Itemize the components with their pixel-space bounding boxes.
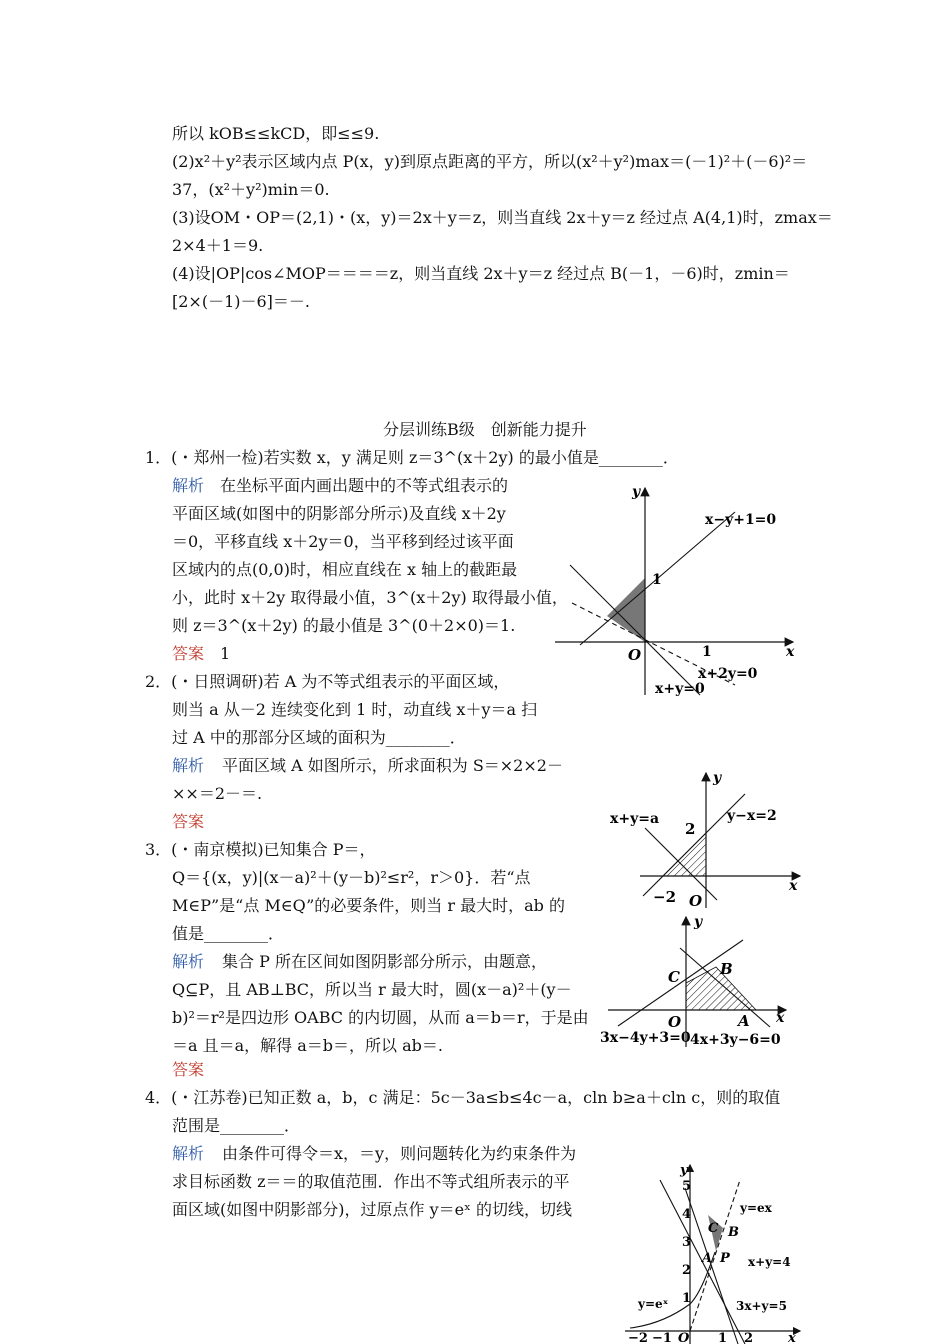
fig3-label-line2: 4x+3y−6=0	[690, 1032, 781, 1048]
p2-answer-label: 答案	[172, 812, 205, 831]
fig4-tick-x-2: 2	[744, 1331, 754, 1344]
fig4-tick-1: 1	[682, 1291, 692, 1306]
fig4-tick-3: 3	[682, 1235, 692, 1250]
p3-analysis-1: 集合 P 所在区间如图阴影部分所示，由题意，	[222, 952, 547, 971]
figure-1	[550, 480, 800, 700]
fig4-tick-5: 5	[682, 1179, 692, 1194]
fig2-label-neg2: −2	[653, 888, 677, 906]
p4-jiexi-label: 解析	[172, 1144, 205, 1163]
p2-question-2: 则当 a 从－2 连续变化到 1 时，动直线 x＋y＝a 扫	[172, 700, 538, 719]
fig3-label-B: B	[720, 960, 733, 978]
fig3-label-y: y	[694, 914, 703, 930]
p2-question-1: 2．(・日照调研)若 A 为不等式组表示的平面区域，	[145, 672, 510, 691]
fig4-label-line3: 3x+y=5	[736, 1299, 787, 1313]
fig4-label-y: y	[680, 1163, 688, 1178]
top-line-2: (2)x²＋y²表示区域内点 P(x，y)到原点距离的平方，所以(x²＋y²)max＝(－1)²＋(－6)²＝	[172, 152, 808, 171]
fig2-label-line2: y−x=2	[727, 808, 777, 824]
fig3-label-x: x	[776, 1010, 785, 1026]
p4-analysis-2: 求目标函数 z＝＝的取值范围．作出不等式组所表示的平	[172, 1172, 570, 1191]
top-line-5: 2×4＋1＝9.	[172, 236, 264, 255]
figure-4	[620, 1160, 805, 1344]
p3-jiexi-label: 解析	[172, 952, 205, 971]
fig4-tangent-line	[690, 1180, 740, 1331]
fig3-label-A: A	[738, 1012, 750, 1030]
p1-question: 1．(・郑州一检)若实数 x，y 满足则 z＝3^(x＋2y) 的最小值是________．	[145, 448, 679, 467]
fig2-label-two: 2	[685, 820, 696, 838]
top-line-7: [2×(－1)－6]＝－.	[172, 292, 311, 311]
fig4-label-P: P	[720, 1251, 730, 1266]
fig4-label-line2: x+y=4	[748, 1255, 791, 1269]
p2-analysis-2: ××＝2－＝.	[172, 784, 263, 803]
p3-question-3: M∈P”是“点 M∈Q”的必要条件，则当 r 最大时，ab 的	[172, 896, 565, 915]
p1-analysis-4: 区域内的点(0,0)时，相应直线在 x 轴上的截距最	[172, 560, 518, 579]
p1-analysis-6: 则 z＝3^(x＋2y) 的最小值是 3^(0＋2×0)＝1.	[172, 616, 516, 635]
fig4-label-B: B	[728, 1225, 739, 1240]
p3-question-4: 值是________．	[172, 924, 285, 943]
p3-answer-label: 答案	[172, 1060, 205, 1079]
fig1-label-line1: x−y+1=0	[705, 512, 777, 528]
p3-question-1: 3．(・南京模拟)已知集合 P＝，	[145, 840, 376, 859]
fig3-label-C: C	[668, 968, 680, 986]
fig4-label-origin: O	[678, 1331, 690, 1344]
fig4-label-line1: y=ex	[740, 1201, 772, 1215]
p1-analysis-3: ＝0，平移直线 x＋2y＝0，当平移到经过该平面	[172, 532, 514, 551]
fig4-label-x: x	[788, 1331, 796, 1344]
fig1-label-x: x	[786, 644, 795, 660]
fig4-tick-x-neg2: −2	[628, 1331, 648, 1344]
top-line-3: 37，(x²＋y²)min＝0.	[172, 180, 330, 199]
top-line-1: 所以 kOB≤≤kCD，即≤≤9.	[172, 124, 380, 143]
fig3-label-origin: O	[668, 1013, 682, 1031]
fig4-tick-x-1: 1	[718, 1331, 728, 1344]
p4-question-2: 范围是________．	[172, 1116, 301, 1135]
p1-analysis-2: 平面区域(如图中的阴影部分所示)及直线 x＋2y	[172, 504, 506, 523]
p1-jiexi-label: 解析	[172, 476, 205, 495]
p1-answer-value: 1	[220, 644, 231, 663]
p2-question-3: 过 A 中的那部分区域的面积为________．	[172, 728, 466, 747]
fig1-label-line2: x+2y=0	[698, 666, 758, 682]
p3-analysis-4: ＝a 且＝a，解得 a＝b＝，所以 ab＝.	[172, 1036, 443, 1055]
fig4-tick-2: 2	[682, 1263, 692, 1278]
top-line-4: (3)设OM・OP＝(2,1)・(x，y)＝2x＋y＝z，则当直线 2x＋y＝z 经过点 A(4,1)时，zmax＝	[172, 208, 833, 227]
p1-analysis-1: 在坐标平面内画出题中的不等式组表示的	[220, 476, 509, 495]
top-line-6: (4)设|OP|cos∠MOP＝＝＝＝z，则当直线 2x＋y＝z 经过点 B(－1，－6)时，zmin＝	[172, 264, 790, 283]
fig2-label-origin: O	[689, 892, 703, 910]
fig3-label-line1: 3x−4y+3=0	[600, 1030, 691, 1046]
p3-question-2: Q＝{(x，y)|(x－a)²＋(y－b)²≤r²，r＞0}．若“点	[172, 868, 531, 887]
section-title: 分层训练B级 创新能力提升	[383, 420, 587, 439]
p1-answer-label: 答案	[172, 644, 205, 663]
p4-analysis-1: 由条件可得令＝x，＝y，则问题转化为约束条件为	[222, 1144, 577, 1163]
fig1-shaded-region	[607, 578, 645, 642]
fig1-line-x-plus-y	[570, 565, 700, 695]
figure-2	[605, 768, 805, 913]
p1-analysis-5: 小，此时 x＋2y 取得最小值，3^(x＋2y) 取得最小值，	[172, 588, 568, 607]
fig2-label-line1: x+y=a	[610, 811, 660, 827]
fig2-label-y: y	[713, 770, 722, 786]
p2-jiexi-label: 解析	[172, 756, 205, 775]
fig1-label-y: y	[632, 484, 641, 500]
fig1-label-line3: x+y=0	[655, 681, 705, 697]
p3-analysis-2: Q⊆P，且 AB⊥BC，所以当 r 最大时，圆(x－a)²＋(y－	[172, 980, 572, 999]
p4-analysis-3: 面区域(如图中阴影部分)，过原点作 y＝eˣ 的切线，切线	[172, 1200, 572, 1219]
p3-analysis-3: b)²＝r²是四边形 OABC 的内切圆，从而 a＝b＝r，于是由	[172, 1008, 589, 1027]
p4-question-1: 4．(・江苏卷)已知正数 a，b，c 满足：5c－3a≤b≤4c－a，cln b≥a＋cln c，则的取值	[145, 1088, 781, 1107]
fig4-label-A: A	[702, 1251, 713, 1266]
fig4-tick-4: 4	[682, 1207, 692, 1222]
fig4-label-line4: y=eˣ	[638, 1297, 669, 1311]
p2-analysis-1: 平面区域 A 如图所示，所求面积为 S＝×2×2－	[222, 756, 563, 775]
fig1-label-origin: O	[628, 646, 642, 664]
fig1-label-one-y: 1	[652, 572, 662, 588]
fig4-tick-x-neg1: −1	[652, 1331, 672, 1344]
figure-3	[598, 912, 794, 1050]
fig2-label-x: x	[789, 878, 798, 894]
fig4-label-C: C	[708, 1221, 719, 1236]
fig1-label-one-x: 1	[702, 644, 712, 660]
